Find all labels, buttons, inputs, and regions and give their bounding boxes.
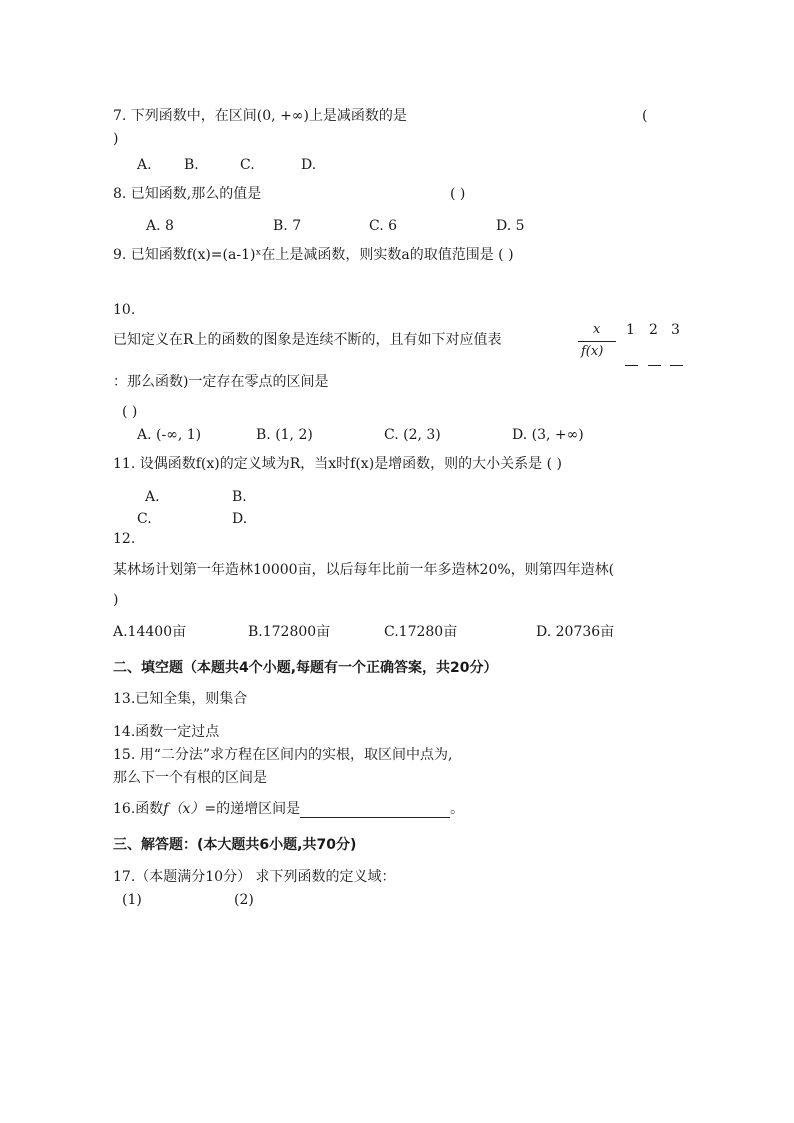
- q15-line-2: 那么下一个有根的区间是: [113, 770, 267, 786]
- q13-text: 13.已知全集，则集合: [113, 691, 248, 707]
- q8-option-a: A. 8: [146, 218, 174, 234]
- q7-option-c: C.: [240, 157, 255, 173]
- q7-option-d: D.: [301, 157, 317, 173]
- q16-suffix: 。: [450, 801, 465, 817]
- q8-option-b: B. 7: [273, 218, 302, 234]
- table-fx-blank-1: [625, 365, 638, 366]
- q17-stem: 17.（本题满分10分） 求下列函数的定义域：: [113, 869, 396, 885]
- q8-paren: ( ): [450, 186, 466, 202]
- section-2-title: 二、填空题（本题共4个小题,每题有一个正确答案，共20分）: [113, 660, 498, 676]
- q11-option-b: B.: [232, 489, 247, 505]
- q16-prefix: 16.函数: [113, 801, 164, 817]
- q8-stem: 8. 已知函数,那么的值是: [113, 186, 262, 202]
- q10-option-b: B. (1, 2): [256, 427, 313, 443]
- q12-number: 12.: [113, 531, 136, 547]
- q12-paren-close: ): [113, 592, 119, 608]
- q10-number: 10.: [113, 302, 136, 318]
- q7-paren-open: (: [642, 108, 648, 124]
- section-3-title: 三、解答题：(本大题共6小题,共70分): [113, 837, 357, 853]
- q17-part-2: (2): [234, 892, 254, 908]
- table-fx-label: f(x): [581, 344, 604, 359]
- table-x-label: x: [593, 322, 601, 337]
- q11-stem: 11. 设偶函数f(x)的定义域为R，当x时f(x)是增函数，则的大小关系是 ( ): [113, 456, 562, 472]
- table-x-value-1: 1: [626, 322, 635, 338]
- q11-option-a: A.: [145, 489, 160, 505]
- q16-function: f（x）: [163, 801, 205, 817]
- table-fx-blank-2: [648, 365, 661, 366]
- q14-text: 14.函数一定过点: [113, 724, 220, 740]
- q12-option-d: D. 20736亩: [536, 624, 615, 640]
- q17-part-1: (1): [122, 892, 142, 908]
- q8-option-d: D. 5: [496, 218, 525, 234]
- q12-stem: 某林场计划第一年造林10000亩，以后每年比前一年多造林20%，则第四年造林(: [113, 562, 615, 578]
- q8-option-c: C. 6: [369, 218, 398, 234]
- q10-option-d: D. (3, +∞): [512, 427, 584, 443]
- q7-paren-close: ): [113, 131, 119, 147]
- table-fx-blank-3: [670, 365, 683, 366]
- q7-option-b: B.: [184, 157, 199, 173]
- q10-option-a: A. (-∞, 1): [137, 427, 202, 443]
- q7-stem: 7. 下列函数中，在区间(0, +∞)上是减函数的是: [113, 108, 407, 124]
- table-x-value-2: 2: [649, 322, 658, 338]
- q10-continuation: ：那么函数)一定存在零点的区间是: [113, 374, 329, 390]
- q12-option-b: B.172800亩: [248, 624, 331, 640]
- q9-stem: 9. 已知函数f(x)=(a-1)ˣ在上是减函数，则实数a的取值范围是 ( ): [113, 247, 514, 263]
- q15-line-1: 15. 用“二分法”求方程在区间内的实根，取区间中点为,: [113, 747, 453, 763]
- q10-option-c: C. (2, 3): [384, 427, 441, 443]
- q10-stem: 已知定义在R上的函数的图象是连续不断的，且有如下对应值表: [113, 332, 502, 348]
- q16-answer-blank: [300, 803, 450, 818]
- table-divider: [578, 341, 616, 342]
- q16-mid: =的递增区间是: [204, 801, 301, 817]
- q11-option-c: C.: [137, 511, 152, 527]
- table-x-value-3: 3: [671, 322, 680, 338]
- q7-option-a: A.: [137, 157, 152, 173]
- q12-option-c: C.17280亩: [384, 624, 458, 640]
- q16-line: [113, 800, 464, 818]
- q11-option-d: D.: [232, 511, 248, 527]
- q12-option-a: A.14400亩: [113, 624, 187, 640]
- q10-paren: ( ): [122, 404, 138, 420]
